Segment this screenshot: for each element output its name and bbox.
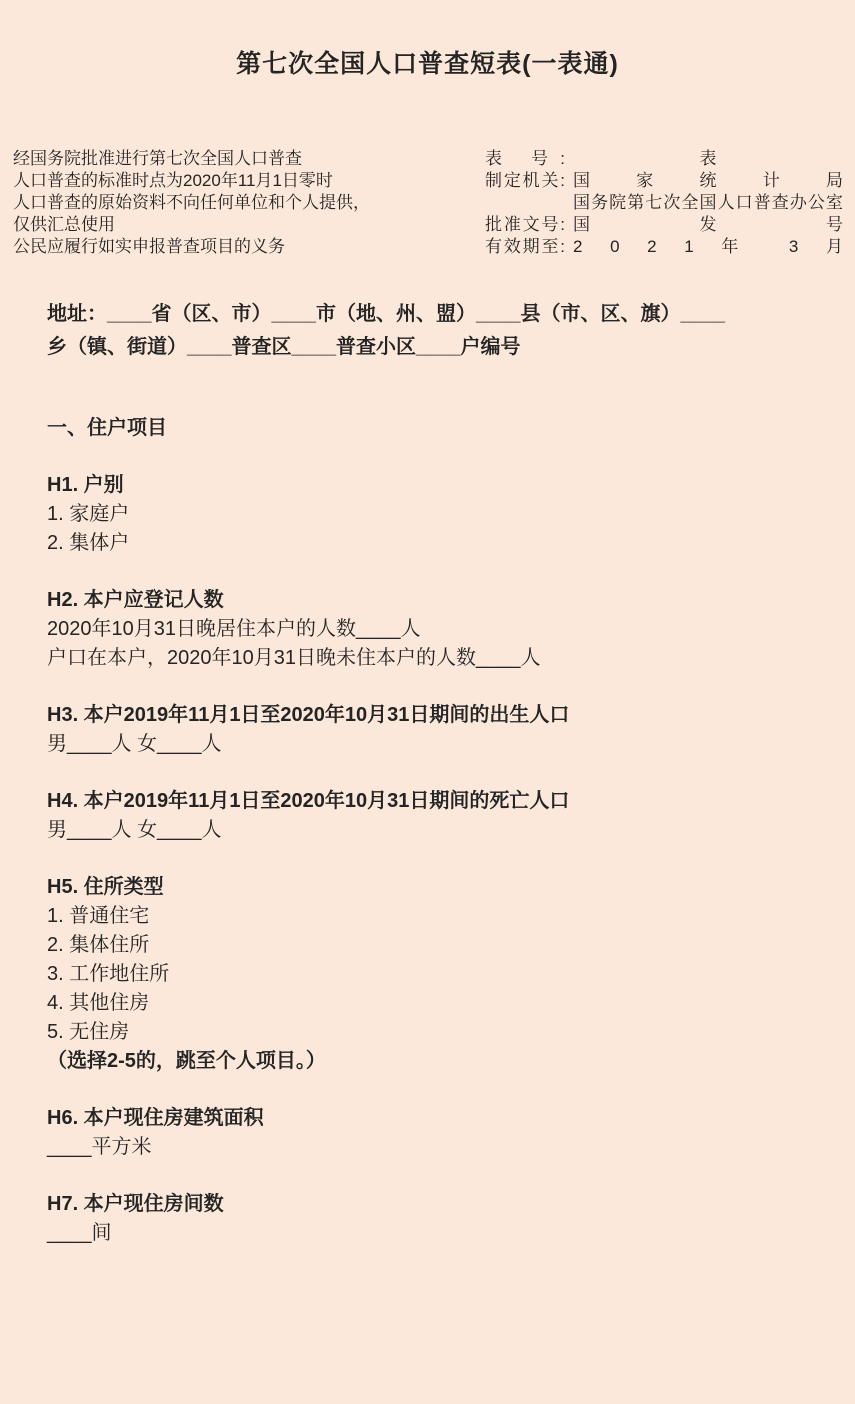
address-block [47, 298, 807, 364]
meta-row-approval-number [485, 214, 843, 236]
meta-value: 国 家 统 计 局 [573, 171, 843, 190]
question-h5-option: 5. 无住房 [47, 1021, 130, 1043]
question-h5-option: 1. 普通住宅 [47, 905, 150, 927]
meta-label: 制定机关: [485, 171, 565, 190]
form-meta-block [485, 148, 843, 258]
question-h2-line: 2020年10月31日晚居住本户的人数____人 [47, 618, 421, 640]
question-h4-line: 男____人 女____人 [47, 819, 222, 841]
question-h4 [47, 787, 815, 845]
meta-label [485, 192, 565, 214]
notice-line: 经国务院批准进行第七次全国人口普查 [13, 149, 302, 168]
notice-line: 人口普查的原始资料不向任何单位和个人提供， [13, 193, 370, 212]
address-line-2: 乡（镇、街道）____普查区____普查小区____户编号 [47, 336, 521, 358]
question-h5-option: 4. 其他住房 [47, 992, 150, 1014]
question-h5-skip-note: （选择2-5的，跳至个人项目。） [47, 1050, 326, 1072]
question-h2 [47, 586, 815, 673]
question-h4-heading: H4. 本户2019年11月1日至2020年10月31日期间的死亡人口 [47, 790, 570, 812]
section-title-household-items: 一、住户项目 [47, 417, 167, 439]
question-h6 [47, 1104, 815, 1162]
question-h3-line: 男____人 女____人 [47, 733, 222, 755]
notice-block [13, 148, 475, 258]
question-h5-heading: H5. 住所类型 [47, 876, 164, 898]
page-title: 第七次全国人口普查短表(一表通) [236, 50, 619, 78]
question-h3-heading: H3. 本户2019年11月1日至2020年10月31日期间的出生人口 [47, 704, 570, 726]
address-line-1: 地址：____省（区、市）____市（地、州、盟）____县（市、区、旗）____ [47, 303, 725, 325]
question-h3 [47, 701, 815, 759]
meta-value: 2 0 2 1 年 3 月 [573, 237, 843, 256]
meta-value: 国务院第七次全国人口普查办公室 [573, 193, 843, 212]
meta-label: 表 号: [485, 149, 565, 168]
question-h7 [47, 1190, 815, 1248]
question-h2-line: 户口在本户，2020年10月31日晚未住本户的人数____人 [47, 647, 541, 669]
question-h5 [47, 873, 815, 1076]
meta-row-issuing-agency [485, 170, 843, 192]
meta-row-valid-until [485, 236, 843, 258]
question-h1-heading: H1. 户别 [47, 474, 124, 496]
question-h7-line: ____间 [47, 1222, 112, 1244]
form-header [13, 148, 843, 258]
meta-value: 表 [699, 149, 717, 168]
question-h1 [47, 471, 815, 558]
meta-row-form-number [485, 148, 843, 170]
question-h5-option: 2. 集体住所 [47, 934, 150, 956]
question-h1-option: 1. 家庭户 [47, 503, 130, 525]
question-h6-heading: H6. 本户现住房建筑面积 [47, 1107, 264, 1129]
meta-row-issuing-agency-2 [485, 192, 843, 214]
meta-value: 国 发 号 [573, 215, 843, 234]
notice-line: 人口普查的标准时点为2020年11月1日零时 [13, 171, 333, 190]
question-h7-heading: H7. 本户现住房间数 [47, 1193, 224, 1215]
question-h6-line: ____平方米 [47, 1136, 152, 1158]
meta-label: 批准文号: [485, 215, 565, 234]
notice-line: 仅供汇总使用 [13, 215, 115, 234]
question-h2-heading: H2. 本户应登记人数 [47, 589, 224, 611]
notice-line: 公民应履行如实申报普查项目的义务 [13, 237, 285, 256]
question-h1-option: 2. 集体户 [47, 532, 130, 554]
meta-label: 有效期至: [485, 237, 565, 256]
question-h5-option: 3. 工作地住所 [47, 963, 170, 985]
